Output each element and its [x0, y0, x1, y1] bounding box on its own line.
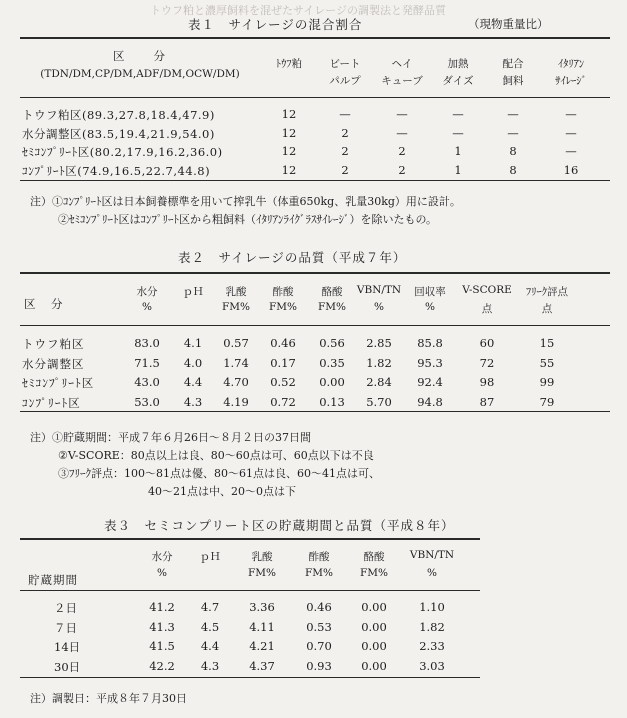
- table3-row-label: 14日: [54, 640, 81, 654]
- table2-cell: 85.8: [417, 336, 443, 350]
- table1-cell: —: [339, 107, 351, 121]
- table2-title: 表２ サイレージの品質（平成７年）: [178, 250, 407, 265]
- table1-col-header-5-unit: ｻｲﾚｰｼﾞ: [555, 75, 587, 87]
- table3-title: 表３ セミコンプリート区の貯蔵期間と品質（平成８年）: [104, 518, 455, 533]
- table2-col-header-4-unit: FM%: [317, 301, 346, 313]
- table2-cell: 72: [479, 355, 495, 370]
- table2-col-header-6-unit: %: [425, 301, 435, 313]
- table2-cell: 2.84: [366, 375, 392, 389]
- table3-cell: 4.5: [200, 619, 220, 634]
- table3-col-header-4: 酪酸: [363, 551, 385, 563]
- table1-col-header-5: ｲﾀﾘｱﾝ: [557, 58, 585, 70]
- table2-cell: 60: [479, 336, 495, 350]
- table2-cell: 98: [479, 375, 495, 389]
- table1-head-area-sub: (TDN/DM,CP/DM,ADF/DM,OCW/DM): [40, 68, 240, 80]
- table2-col-header-2-unit: FM%: [221, 301, 250, 313]
- table3-cell: 0.00: [361, 600, 387, 614]
- table2-cell: 0.72: [270, 394, 296, 409]
- table2-cell: 0.52: [270, 375, 296, 389]
- table1-cell: 16: [563, 162, 579, 177]
- table1-cell: —: [396, 125, 408, 140]
- table2-cell: 71.5: [134, 355, 160, 370]
- table2-col-header-3: 酢酸: [272, 286, 294, 298]
- table3-cell: 0.00: [361, 619, 387, 634]
- table3-cell: 0.93: [306, 658, 332, 673]
- table3-row-label: ２日: [54, 601, 77, 615]
- table1-col-header-0: ﾄｳﾌ粕: [275, 58, 303, 70]
- table1-row-label: ｺﾝﾌﾟﾘｰﾄ区(74.9,16.5,22.7,44.8): [22, 163, 211, 178]
- table1-top-rule: [20, 37, 610, 39]
- table2-cell: 0.00: [319, 375, 345, 389]
- table1-cell: —: [507, 107, 519, 121]
- table1-cell: 2: [341, 162, 349, 177]
- table2-cell: 94.8: [417, 394, 443, 409]
- table1-row-label: ｾﾐｺﾝﾌﾟﾘｰﾄ区(80.2,17.9,16.2,36.0): [22, 145, 223, 159]
- table3-cell: 4.21: [249, 639, 275, 653]
- table1-row-label: 水分調整区(83.5,19.4,21.9,54.0): [22, 126, 215, 141]
- table3-cell: 1.10: [419, 600, 445, 614]
- table2-col-header-0-unit: %: [142, 301, 152, 313]
- table3-cell: 42.2: [149, 658, 175, 673]
- table2-cell: 83.0: [134, 336, 160, 350]
- table3-cell: 0.53: [306, 619, 332, 634]
- table3-cell: 41.2: [149, 600, 175, 614]
- table3-row-label: ７日: [54, 620, 77, 635]
- table1-col-header-1-unit: パルプ: [329, 75, 361, 87]
- table2-cell: 5.70: [366, 394, 392, 409]
- table3-cell: 4.4: [200, 639, 220, 653]
- table1-cell: —: [565, 125, 577, 140]
- table1-cell: 12: [281, 144, 297, 158]
- table1-cell: 8: [509, 162, 517, 177]
- table2-col-header-7: V-SCORE: [462, 284, 512, 296]
- table3-col-header-0: 水分: [151, 551, 173, 563]
- table2-cell: 53.0: [134, 394, 160, 409]
- table3-col-header-0-unit: %: [157, 567, 167, 579]
- table2-cell: 15: [539, 336, 555, 350]
- table2-col-header-8: ﾌﾘｰｸ評点: [526, 286, 568, 298]
- table2-cell: 2.85: [366, 336, 392, 350]
- table2-cell: 4.3: [183, 394, 203, 409]
- show-through-text: トウフ粕と濃厚飼料を混ぜたサイレージの調製法と発酵品質: [150, 4, 447, 17]
- table1-row-label: トウフ粕区(89.3,27.8,18.4,47.9): [22, 108, 215, 122]
- table1-note-1: 注）①ｺﾝﾌﾟﾘｰﾄ区は日本飼養標準を用いて搾乳牛（体重650kg、乳量30kg）用に設計。: [30, 195, 461, 208]
- table2-bottom-rule: [20, 411, 610, 412]
- table1-cell: 12: [281, 125, 297, 140]
- table2-cell: 0.57: [223, 336, 249, 350]
- table2-col-header-5: VBN/TN: [356, 284, 402, 296]
- table1-col-header-3: 加熱: [447, 58, 469, 70]
- table2-cell: 0.46: [270, 336, 296, 350]
- table1-head-area: 区 分: [113, 49, 167, 63]
- table3-cell: 2.33: [419, 639, 445, 653]
- table3-head-area: 貯蔵期間: [28, 573, 78, 587]
- table3-col-header-3-unit: FM%: [304, 567, 333, 579]
- table3-top-rule: [20, 538, 480, 540]
- table2-col-header-1: ｐＨ: [182, 286, 204, 298]
- table1-cell: 12: [281, 162, 297, 177]
- table2-cell: 4.0: [183, 355, 203, 370]
- table2-col-header-3-unit: FM%: [268, 301, 297, 313]
- table2-row-label: ｺﾝﾌﾟﾘｰﾄ区: [22, 395, 81, 410]
- table2-cell: 99: [539, 375, 555, 389]
- table1-title: 表１ サイレージの混合割合: [188, 17, 363, 32]
- table3-head-rule: [20, 590, 480, 591]
- table1-col-header-2: ヘイ: [391, 58, 413, 70]
- table1-note-2: ②ｾﾐｺﾝﾌﾟﾘｰﾄ区はｺﾝﾌﾟﾘｰﾄ区から粗飼料（ｲﾀﾘｱﾝﾗｲｸﾞﾗｽｻｲﾚｰｼﾞ）を除いたもの。: [58, 213, 438, 226]
- table2-col-header-0: 水分: [136, 286, 158, 298]
- table3-bottom-rule: [20, 677, 480, 678]
- table3-cell: 3.03: [419, 658, 445, 673]
- table3-cell: 41.5: [149, 639, 175, 653]
- table3-col-header-2-unit: FM%: [247, 567, 276, 579]
- table3-col-header-4-unit: FM%: [359, 567, 388, 579]
- table2-cell: 4.4: [183, 375, 203, 389]
- table2-row-label: 水分調整区: [22, 356, 85, 371]
- table1-col-header-4-unit: 飼料: [502, 75, 524, 87]
- table2-cell: 0.56: [319, 336, 345, 350]
- table1-cell: 1: [454, 162, 462, 177]
- table2-cell: 92.4: [417, 375, 443, 389]
- table1-cell: —: [452, 107, 464, 121]
- table3-col-header-3: 酢酸: [308, 551, 330, 563]
- table3-cell: 0.00: [361, 639, 387, 653]
- table1-col-header-4: 配合: [502, 58, 524, 70]
- table1-col-header-1: ビート: [329, 58, 361, 70]
- table1-cell: 1: [454, 144, 462, 158]
- table1-cell: —: [396, 107, 408, 121]
- table2-cell: 4.70: [223, 375, 249, 389]
- table1-bottom-rule: [20, 180, 610, 181]
- table3-col-header-5-unit: %: [427, 567, 437, 579]
- table2-cell: 1.74: [223, 355, 249, 370]
- table1-cell: 12: [281, 107, 297, 121]
- table2-col-header-4: 酪酸: [321, 286, 343, 298]
- table2-cell: 4.1: [183, 336, 203, 350]
- table3-cell: 1.82: [419, 619, 445, 634]
- table1-cell: —: [565, 144, 577, 158]
- table2-col-header-5-unit: %: [374, 301, 384, 313]
- table1-cell: 2: [341, 144, 349, 158]
- table3-cell: 4.7: [200, 600, 220, 614]
- table2-note-1: 注）①貯蔵期間：平成７年６月26日～８月２日の37日間: [30, 431, 311, 444]
- table2-col-header-7-unit: 点: [481, 303, 493, 315]
- table2-col-header-6: 回収率: [414, 286, 446, 298]
- table2-note-4: 40～21点は中、20～0点は下: [148, 485, 296, 498]
- table2-cell: 0.13: [319, 394, 345, 409]
- table2-head-area: 区 分: [24, 297, 65, 311]
- table3-col-header-2: 乳酸: [251, 551, 273, 563]
- table1-cell: 2: [341, 125, 349, 140]
- table3-cell: 4.3: [200, 658, 220, 673]
- table2-cell: 4.19: [223, 394, 249, 409]
- table2-row-label: ｾﾐｺﾝﾌﾟﾘｰﾄ区: [22, 376, 95, 390]
- table2-note-2: ②V-SCORE：80点以上は良、80～60点は可、60点以下は不良: [58, 449, 374, 462]
- table1-col-header-3-unit: ダイズ: [442, 75, 474, 87]
- table3-note-1: 注）調製日：平成８年７月30日: [30, 692, 187, 705]
- table3-col-header-1: ｐＨ: [199, 551, 221, 563]
- table3-cell: 4.11: [249, 619, 275, 634]
- table3-cell: 3.36: [249, 600, 275, 614]
- table3-cell: 41.3: [149, 619, 175, 634]
- table2-head-rule: [20, 325, 610, 326]
- table1-cell: 2: [398, 144, 406, 158]
- table2-cell: 0.35: [319, 355, 345, 370]
- table2-cell: 1.82: [366, 355, 392, 370]
- table3-cell: 0.70: [306, 639, 332, 653]
- table3-cell: 0.00: [361, 658, 387, 673]
- table2-cell: 95.3: [417, 355, 443, 370]
- table2-top-rule: [20, 272, 610, 274]
- table2-cell: 87: [479, 394, 495, 409]
- table1-cell: —: [565, 107, 577, 121]
- table2-cell: 55: [539, 355, 555, 370]
- table1-cell: 2: [398, 162, 406, 177]
- table2-cell: 43.0: [134, 375, 160, 389]
- table1-cell: 8: [509, 144, 517, 158]
- table2-col-header-8-unit: 点: [541, 303, 553, 315]
- table2-row-label: トウフ粕区: [22, 337, 85, 351]
- table1-col-header-2-unit: キューブ: [381, 75, 423, 87]
- table1-cell: —: [452, 125, 464, 140]
- table1-unit: （現物重量比）: [468, 17, 549, 31]
- table2-cell: 79: [539, 394, 555, 409]
- table2-cell: 0.17: [270, 355, 296, 370]
- table2-note-3: ③ﾌﾘｰｸ評点：100～81点は優、80～61点は良、60～41点は可、: [58, 467, 380, 480]
- table3-cell: 4.37: [249, 658, 275, 673]
- table2-col-header-2: 乳酸: [225, 286, 247, 298]
- table3-col-header-5: VBN/TN: [409, 549, 455, 561]
- table1-cell: —: [507, 125, 519, 140]
- table1-head-rule: [20, 97, 610, 98]
- table3-cell: 0.46: [306, 600, 332, 614]
- table3-row-label: 30日: [54, 659, 81, 674]
